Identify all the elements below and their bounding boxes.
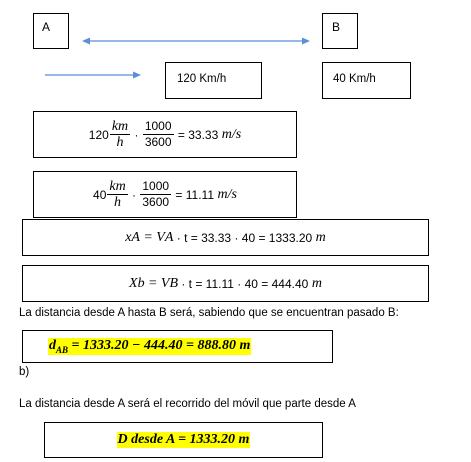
eq2-result: = 11.11 (175, 187, 215, 202)
eq1-result: = 33.33 (177, 127, 219, 142)
result-dab-box (22, 330, 333, 363)
equation-speed-a: 120 $\frac{km}{h}$ · $\frac{1000}{3600}$ = 33.33 m/s (33, 111, 297, 158)
eq3-rest: · t = 33.33 · 40 = 1333.20 (176, 230, 313, 245)
eq2-unit-num: km (109, 179, 126, 194)
eq2-frac-num: 1000 (142, 179, 170, 193)
result-d-desde-a: D desde A = 1333.20 m (117, 432, 250, 447)
distance-from-a-explanation: La distancia desde A será el recorrido del móvil que parte desde A (19, 398, 356, 410)
speed-a-box (165, 62, 262, 99)
eq1-coef: 120 (88, 127, 109, 142)
speed-a-label: 120 Km/h (177, 73, 227, 85)
equation-speed-b: 40 $\frac{km}{h}$ · $\frac{1000}{3600}$ = 11.11 m/s (33, 171, 297, 218)
eq4-mid: = V (147, 275, 170, 291)
distance-explanation: La distancia desde A hasta B será, sabiendo que se encuentran pasado B: (19, 307, 399, 319)
eq1-unit-den: h (116, 135, 124, 150)
eq4-mid-sub: B (169, 275, 178, 291)
point-b-label: B (332, 20, 341, 34)
speed-b-box (322, 62, 411, 99)
speed-b-label: 40 Km/h (333, 73, 376, 85)
result-dab-rest: = 1333.20 − 444.40 = 888.80 m (71, 338, 251, 354)
eq2-unit-den: h (114, 195, 122, 210)
result-dab-lhs: d (49, 338, 56, 354)
eq3-lhs-sub: A (131, 229, 140, 245)
eq1-unit-num: km (111, 119, 129, 134)
result-dab-sub: AB (56, 344, 69, 355)
eq3-lhs: x (125, 229, 132, 245)
eq3-mid: = V (143, 229, 165, 245)
section-b-label: b) (19, 366, 30, 378)
double-arrow-icon (82, 38, 310, 45)
point-a-label: A (42, 20, 51, 34)
eq4-rest: · t = 11.11 · 40 = 444.40 (181, 276, 309, 291)
eq2-coef: 40 (93, 187, 107, 202)
eq1-frac-num: 1000 (144, 119, 172, 133)
eq2-frac-den: 3600 (142, 195, 170, 209)
result-d-desde-a-box (44, 422, 323, 458)
eq3-mid-sub: A (164, 229, 174, 245)
eq4-lhs: X (129, 275, 138, 291)
eq1-frac-den: 3600 (144, 135, 172, 149)
right-arrow-icon (45, 72, 141, 79)
equation-distance-a (22, 219, 429, 256)
eq1-result-unit: m/s (221, 126, 242, 142)
equation-distance-b (22, 265, 429, 302)
eq2-result-unit: m/s (217, 186, 237, 202)
eq3-unit: m (315, 229, 326, 245)
eq4-unit: m (311, 275, 322, 291)
eq4-lhs-sub: b (137, 275, 145, 291)
